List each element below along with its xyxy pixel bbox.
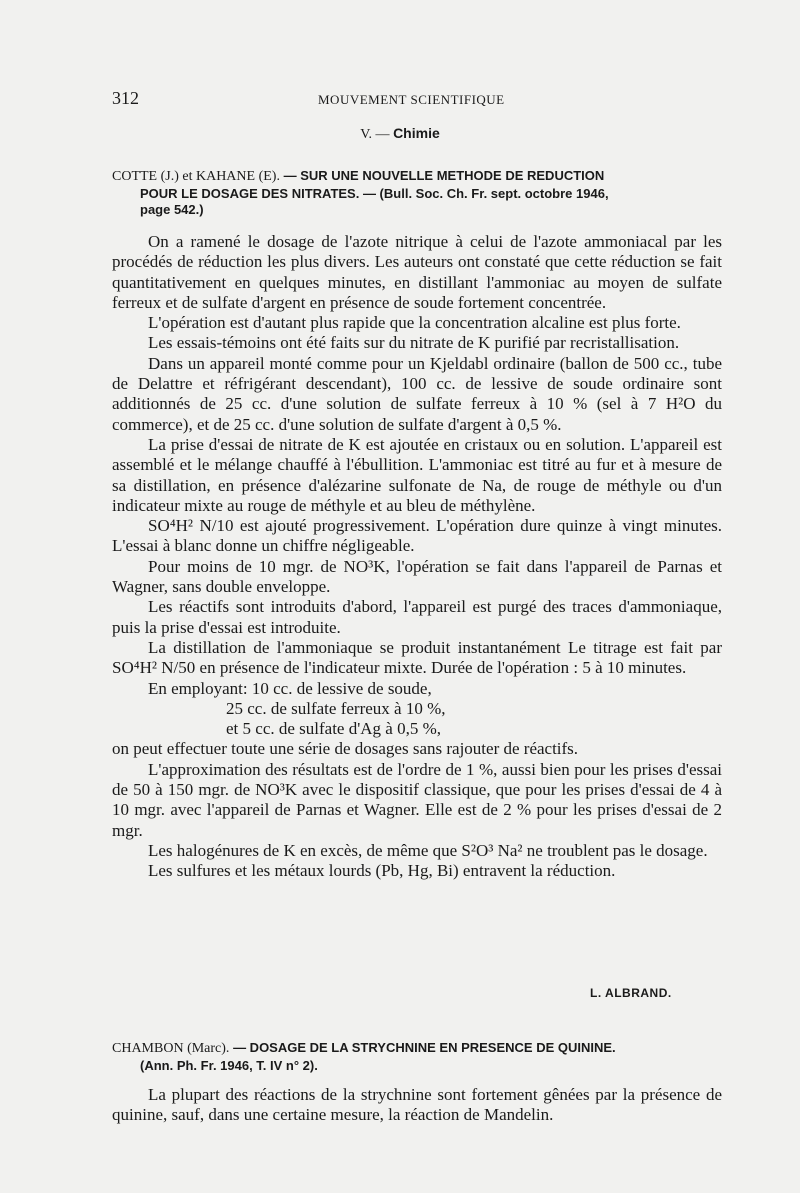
entry2-body [112,1085,722,1126]
entry2-heading [112,1040,722,1074]
entry1-authors: COTTE (J.) et KAHANE (E). [112,169,280,184]
entry1-paragraph: Dans un appareil monté comme pour un Kjeldabl ordinaire (ballon de 500 cc., tube de Delattre et réfrigérant descendant), 100 cc. de lessive de soude ordinaire sont additionnés de 25 cc. d'une solution de sulfate ferreux à 10 % (sel à 7 H²O du commerce), et de 25 cc. d'une solution de sulfate d'argent à 0,5 %. [112,353,722,434]
entry2-title-line2: (Ann. Ph. Fr. 1946, T. IV n° 2). [140,1057,318,1073]
reagent-list-line: et 5 cc. de sulfate d'Ag à 0,5 %, [226,719,442,739]
entry1-heading [112,168,722,219]
entry1-title-line1: — SUR UNE NOUVELLE METHODE DE REDUCTION [283,168,605,183]
entry1-paragraph: Les réactifs sont introduits d'abord, l'appareil est purgé des traces d'ammoniaque, puis la prise d'essai est introduite. [112,597,722,637]
entry1-title-line3: page 542.) [140,202,204,217]
entry1-paragraph: Pour moins de 10 mgr. de NO³K, l'opération se fait dans l'appareil de Parnas et Wagner, sans double enveloppe. [112,556,722,597]
entry1-paragraph: L'opération est d'autant plus rapide que la concentration alcaline est plus forte. [148,313,681,333]
running-title: MOUVEMENT SCIENTIFIQUE [318,92,505,107]
entry1-body [112,232,722,882]
entry1-title-line2: POUR LE DOSAGE DES NITRATES. — (Bull. Soc. Ch. Fr. sept. octobre 1946, [140,185,609,201]
reagent-list-line: 25 cc. de sulfate ferreux à 10 %, [226,698,446,718]
page-number: 312 [112,88,139,108]
section-heading [0,125,800,143]
reagent-list [112,679,722,740]
section-title: Chimie [393,125,440,141]
reagent-list-line: En employant: 10 cc. de lessive de soude, [148,678,432,698]
entry2-title-line1: — DOSAGE DE LA STRYCHNINE EN PRESENCE DE QUININE. [233,1040,616,1055]
entry1-paragraph: La prise d'essai de nitrate de K est ajoutée en cristaux ou en solution. L'appareil est assemblé et le mélange chauffé à l'ébullition. L'ammoniac est titré au fur et à mesure de sa distillation, en présence d'alézarine sulfonate de Na, de rouge de méthyle ou d'un indicateur mixte au rouge de méthyle et au bleu de méthylène. [112,434,722,515]
entry1-paragraph: L'approximation des résultats est de l'ordre de 1 %, aussi bien pour les prises d'essai de 50 à 150 mgr. de NO³K avec le dispositif classique, que pour les prises d'essai de 4 à 10 mgr. avec l'appareil de Parnas et Wagner. Elle est de 2 % pour les prises d'essai de 2 mgr. [112,759,722,840]
entry1-paragraph: on peut effectuer toute une série de dosages sans rajouter de réactifs. [112,739,579,759]
entry1-paragraph: SO⁴H² N/10 est ajouté progressivement. L'opération dure quinze à vingt minutes. L'essai à blanc donne un chiffre négligeable. [112,516,722,556]
entry2-authors: CHAMBON (Marc). [112,1041,230,1056]
entry1-signature: L. ALBRAND. [590,986,672,1000]
entry1-paragraph: La distillation de l'ammoniaque se produit instantanément Le titrage est fait par SO⁴H² N/50 en présence de l'indicateur mixte. Durée de l'opération : 5 à 10 minutes. [112,637,722,678]
entry1-paragraph: Les sulfures et les métaux lourds (Pb, Hg, Bi) entravent la réduction. [148,861,616,881]
entry1-paragraph: On a ramené le dosage de l'azote nitrique à celui de l'azote ammoniacal par les procédés de réduction les plus divers. Les auteurs ont constaté que cette réduction se fait quantitativement en quelques minutes, en distillant l'ammoniac au moyen de sulfate ferreux et de sulfate d'argent en présence de soude fortement concentrée. [112,232,722,312]
entry1-paragraph: Les essais-témoins ont été faits sur du nitrate de K purifié par recristallisation. [148,333,680,353]
section-number: V. — [360,127,390,142]
entry2-paragraph: La plupart des réactions de la strychnine sont fortement gênées par la présence de quinine, sauf, dans une certaine mesure, la réaction de Mandelin. [112,1085,722,1125]
entry1-paragraph: Les halogénures de K en excès, de même que S²O³ Na² ne troublent pas le dosage. [148,840,708,860]
